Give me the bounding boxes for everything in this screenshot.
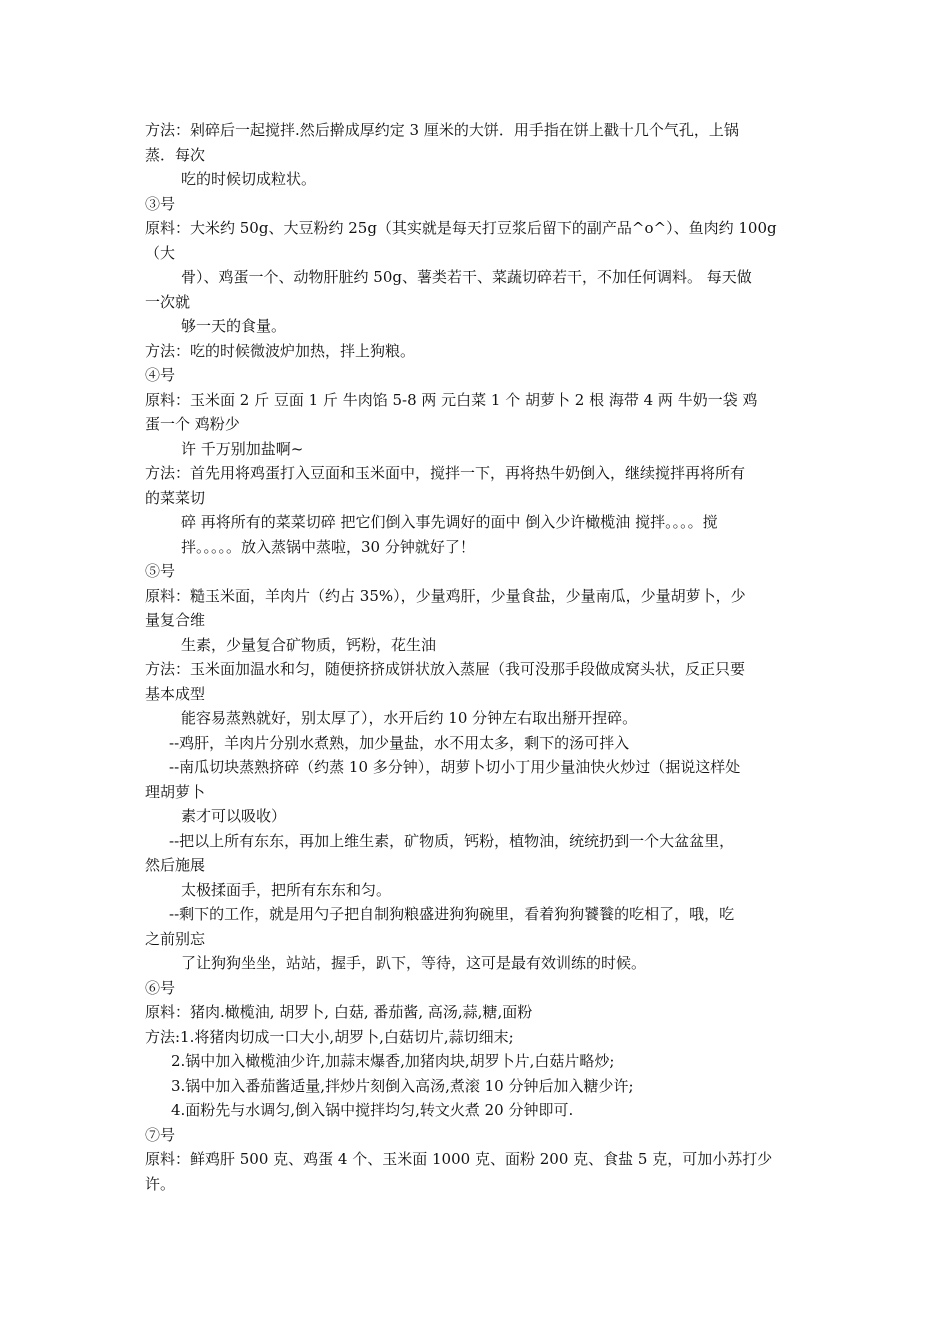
text-line: 4.面粉先与水调匀,倒入锅中搅拌均匀,转文火煮 20 分钟即可. [171, 1101, 574, 1119]
text-line: 量复合维 [145, 611, 206, 629]
text-line: 原料：猪肉.橄榄油, 胡罗卜, 白菇, 番茄酱, 高汤,蒜,糖,面粉 [145, 1003, 533, 1021]
text-line: 方法：吃的时候微波炉加热，拌上狗粮。 [145, 341, 416, 360]
text-line: 原料：糙玉米面，羊肉片（约占 35%），少量鸡肝，少量食盐，少量南瓜，少量胡萝卜，少 [145, 586, 746, 605]
text-line: 一次就 [145, 292, 191, 311]
text-line: 方法：剁碎后一起搅拌.然后擀成厚约定 3 厘米的大饼．用手指在饼上戳十几个气孔，上锅 [145, 121, 739, 139]
text-line: 方法：首先用将鸡蛋打入豆面和玉米面中，搅拌一下，再将热牛奶倒入，继续搅拌再将所有 [145, 464, 746, 482]
text-line: 蒸．每次 [145, 145, 206, 164]
text-line: ⑦号 [145, 1125, 176, 1144]
text-line: 生素，少量复合矿物质，钙粉，花生油 [181, 635, 437, 654]
text-line: 3.锅中加入番茄酱适量,拌炒片刻倒入高汤,煮滚 10 分钟后加入糖少许; [171, 1076, 634, 1095]
text-line: --南瓜切块蒸熟挤碎（约蒸 10 多分钟），胡萝卜切小丁用少量油快火炒过（据说这样处 [169, 758, 741, 776]
text-line: 然后施展 [145, 856, 206, 874]
document-page [145, 118, 810, 1196]
text-line: 够一天的食量。 [181, 317, 287, 335]
text-line: 原料：玉米面 2 斤 豆面 1 斤 牛肉馅 5-8 两 元白菜 1 个 胡萝卜 2 根 海带 4 两 牛奶一袋 鸡 [145, 390, 758, 409]
text-line: 了让狗狗坐坐，站站，握手，趴下，等待，这可是最有效训练的时候。 [181, 954, 647, 972]
text-line: 2.锅中加入橄榄油少许,加蒜末爆香,加猪肉块,胡罗卜片,白菇片略炒; [171, 1052, 615, 1070]
text-line: ③号 [145, 194, 176, 213]
text-line: 许 千万别加盐啊~ [181, 439, 304, 458]
text-line: 吃的时候切成粒状。 [181, 170, 317, 188]
text-line: 之前别忘 [145, 929, 206, 948]
text-line: ④号 [145, 366, 176, 384]
text-line: 方法:1.将猪肉切成一口大小,胡罗卜,白菇切片,蒜切细末; [145, 1027, 514, 1046]
text-line: 许。 [145, 1174, 176, 1193]
text-line: 素才可以吸收） [181, 807, 287, 825]
text-line: --剩下的工作，就是用勺子把自制狗粮盛进狗狗碗里，看着狗狗饕餮的吃相了，哦，吃 [169, 905, 735, 923]
text-line: --鸡肝，羊肉片分别水煮熟，加少量盐，水不用太多，剩下的汤可拌入 [169, 733, 630, 752]
text-line: ⑤号 [145, 562, 176, 580]
text-line: --把以上所有东东，再加上维生素，矿物质，钙粉，植物油，统统扔到一个大盆盆里， [169, 831, 735, 850]
text-line: 骨）、鸡蛋一个、动物肝脏约 50g、薯类若干、菜蔬切碎若干，不加任何调料。 每天做 [181, 268, 752, 286]
text-line: 太极揉面手，把所有东东和匀。 [181, 880, 392, 899]
text-line: 能容易蒸熟就好，别太厚了），水开后约 10 分钟左右取出掰开捏碎。 [181, 709, 638, 727]
text-line: 原料：鲜鸡肝 500 克、鸡蛋 4 个、玉米面 1000 克、面粉 200 克、食盐 5 克，可加小苏打少 [145, 1150, 773, 1168]
text-line: 原料：大米约 50g、大豆粉约 25g（其实就是每天打豆浆后留下的副产品^o^）、鱼肉约 100g [145, 219, 777, 237]
text-line: 碎 再将所有的菜菜切碎 把它们倒入事先调好的面中 倒入少许橄榄油 搅拌。。。。搅 [181, 513, 718, 531]
text-line: ⑥号 [145, 978, 176, 997]
text-line: 方法：玉米面加温水和匀，随便挤挤成饼状放入蒸屉（我可没那手段做成窝头状，反正只要 [145, 660, 746, 678]
text-line: 蛋一个 鸡粉少 [145, 415, 240, 433]
text-line: 基本成型 [145, 684, 206, 703]
text-line: （大 [145, 243, 176, 262]
text-line: 的菜菜切 [145, 488, 206, 507]
text-line: 理胡萝卜 [145, 782, 206, 801]
text-line: 拌。。。。。放入蒸锅中蒸啦，30 分钟就好了！ [181, 537, 475, 556]
